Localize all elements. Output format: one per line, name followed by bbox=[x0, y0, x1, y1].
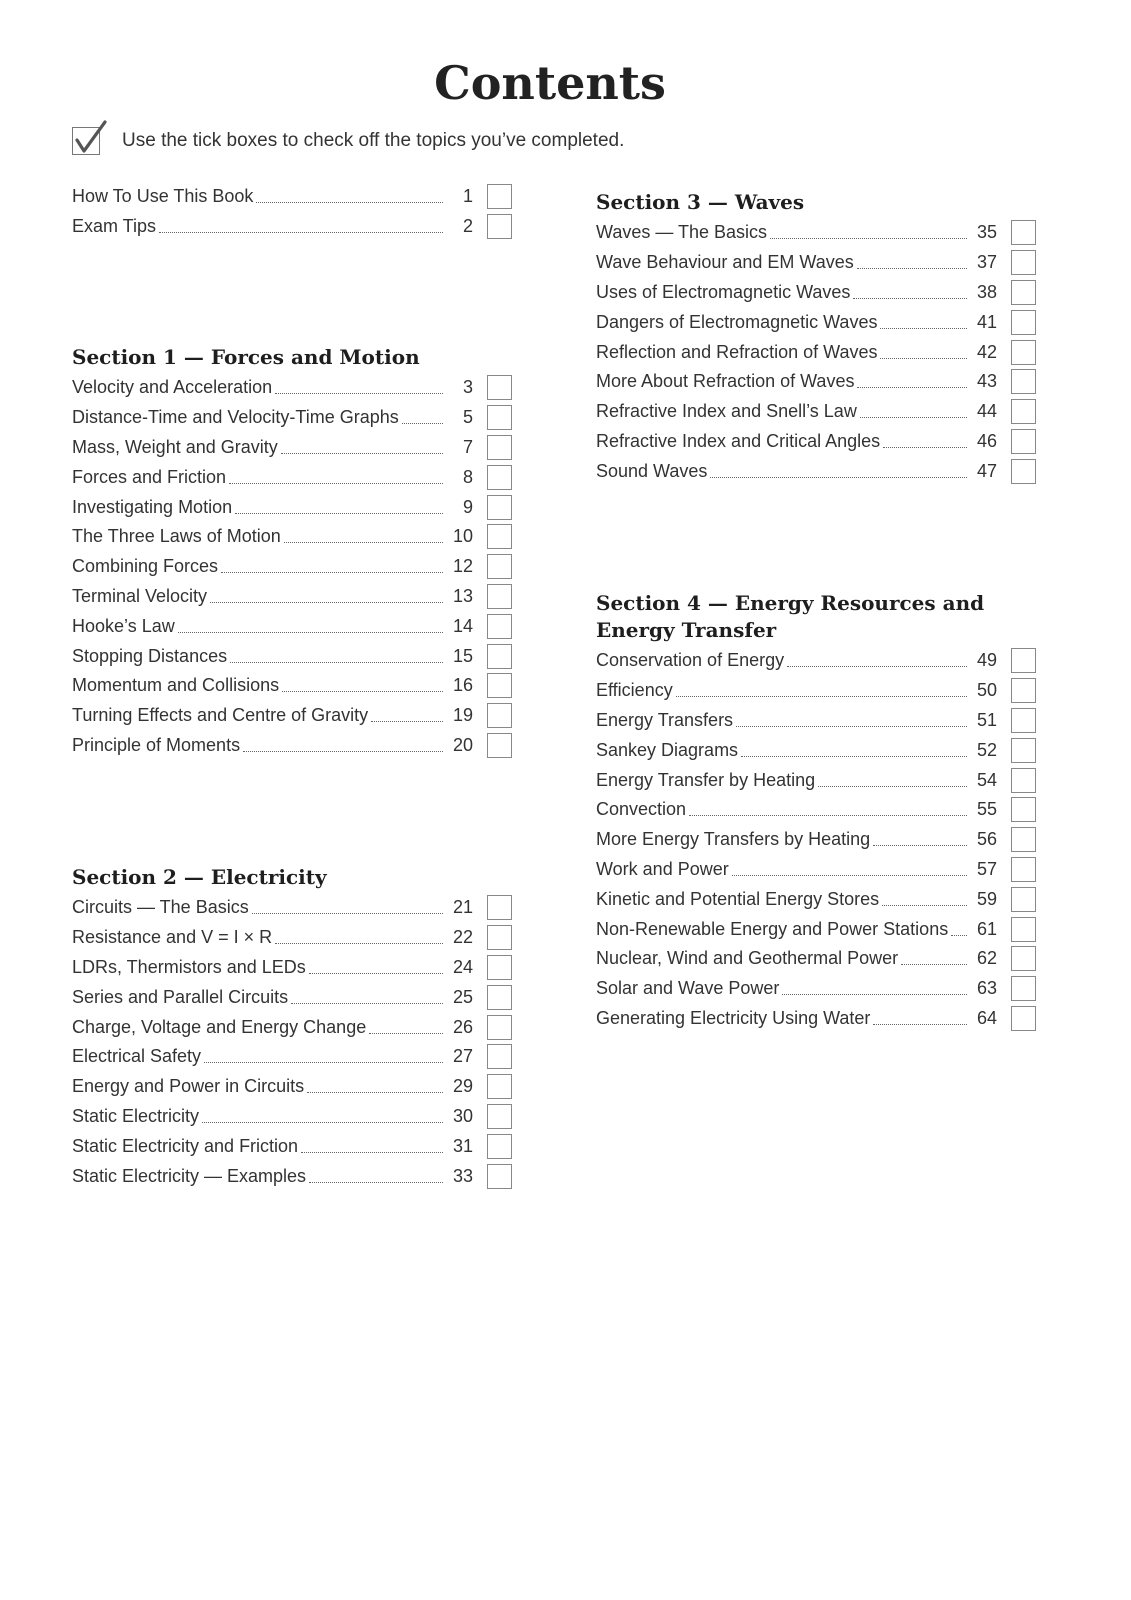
toc-row bbox=[72, 953, 512, 983]
toc-page: 19 bbox=[452, 705, 473, 726]
toc-row bbox=[596, 1004, 1036, 1034]
tick-box[interactable] bbox=[487, 465, 512, 490]
toc-page: 29 bbox=[452, 1076, 473, 1097]
toc-page: 7 bbox=[462, 436, 473, 457]
toc-page: 62 bbox=[976, 948, 997, 969]
leader-dots bbox=[204, 1062, 443, 1063]
section-1 bbox=[72, 344, 512, 760]
toc-label: Investigating Motion bbox=[72, 496, 233, 517]
toc-row bbox=[596, 706, 1036, 736]
leader-dots bbox=[230, 662, 443, 663]
toc-page: 10 bbox=[452, 526, 473, 547]
leader-dots bbox=[710, 477, 967, 478]
section-title: Section 3 — Waves bbox=[596, 190, 805, 214]
toc-page: 61 bbox=[976, 918, 997, 939]
toc-row bbox=[596, 825, 1036, 855]
leader-dots bbox=[880, 358, 967, 359]
section-title: Section 2 — Electricity bbox=[72, 865, 327, 889]
leader-dots bbox=[202, 1122, 443, 1123]
leader-dots bbox=[243, 751, 443, 752]
toc-row bbox=[596, 676, 1036, 706]
leader-dots bbox=[901, 964, 967, 965]
toc-page: 8 bbox=[462, 466, 473, 487]
tick-box[interactable] bbox=[1011, 399, 1036, 424]
toc-page: 64 bbox=[976, 1007, 997, 1028]
tick-box[interactable] bbox=[487, 184, 512, 209]
tick-box[interactable] bbox=[487, 495, 512, 520]
toc-page: 55 bbox=[976, 799, 997, 820]
leader-dots bbox=[159, 232, 443, 233]
leader-dots bbox=[857, 387, 967, 388]
leader-dots bbox=[371, 721, 443, 722]
tick-box[interactable] bbox=[1011, 738, 1036, 763]
tick-box[interactable] bbox=[1011, 1006, 1036, 1031]
toc-row bbox=[596, 735, 1036, 765]
toc-row bbox=[596, 367, 1036, 397]
tick-box[interactable] bbox=[487, 955, 512, 980]
toc-label: Turning Effects and Centre of Gravity bbox=[72, 705, 369, 726]
toc-row bbox=[72, 671, 512, 701]
toc-page: 2 bbox=[462, 216, 473, 237]
toc-row bbox=[596, 646, 1036, 676]
toc-row bbox=[596, 944, 1036, 974]
toc-row bbox=[596, 397, 1036, 427]
toc-page: 14 bbox=[452, 615, 473, 636]
toc-row bbox=[72, 1161, 512, 1191]
toc-label: Hooke’s Law bbox=[72, 615, 175, 636]
leader-dots bbox=[818, 786, 967, 787]
tick-box[interactable] bbox=[1011, 827, 1036, 852]
toc-row bbox=[596, 914, 1036, 944]
leader-dots bbox=[281, 453, 443, 454]
tick-box[interactable] bbox=[487, 375, 512, 400]
toc-label: Kinetic and Potential Energy Stores bbox=[596, 888, 880, 909]
tick-box[interactable] bbox=[1011, 678, 1036, 703]
section-4 bbox=[596, 590, 1036, 1033]
tick-box[interactable] bbox=[1011, 250, 1036, 275]
toc-row bbox=[72, 462, 512, 492]
tick-box[interactable] bbox=[487, 1134, 512, 1159]
leader-dots bbox=[873, 845, 967, 846]
toc-label: Convection bbox=[596, 799, 687, 820]
toc-row bbox=[72, 641, 512, 671]
toc-row bbox=[596, 884, 1036, 914]
tick-box[interactable] bbox=[1011, 768, 1036, 793]
toc-label: Static Electricity bbox=[72, 1105, 200, 1126]
toc-page: 44 bbox=[976, 401, 997, 422]
toc-page: 9 bbox=[462, 496, 473, 517]
tick-box[interactable] bbox=[487, 985, 512, 1010]
toc-label: Circuits — The Basics bbox=[72, 897, 249, 918]
tick-icon bbox=[72, 127, 100, 155]
toc-row bbox=[596, 218, 1036, 248]
toc-page: 30 bbox=[452, 1105, 473, 1126]
toc-label: Mass, Weight and Gravity bbox=[72, 436, 278, 457]
toc-row bbox=[72, 373, 512, 403]
leader-dots bbox=[883, 447, 967, 448]
tick-box[interactable] bbox=[487, 1164, 512, 1189]
tick-box[interactable] bbox=[1011, 220, 1036, 245]
section-title-line: Section 4 — Energy Resources and bbox=[596, 591, 985, 615]
toc-label: Energy Transfers bbox=[596, 709, 734, 730]
leader-dots bbox=[307, 1092, 443, 1093]
toc-label: Refractive Index and Snell’s Law bbox=[596, 401, 857, 422]
intro-list bbox=[72, 182, 512, 242]
toc-page: 26 bbox=[452, 1016, 473, 1037]
tick-box[interactable] bbox=[487, 435, 512, 460]
tick-box[interactable] bbox=[1011, 648, 1036, 673]
toc-label: LDRs, Thermistors and LEDs bbox=[72, 956, 306, 977]
toc-page: 50 bbox=[976, 680, 997, 701]
tick-box[interactable] bbox=[487, 733, 512, 758]
leader-dots bbox=[873, 1024, 967, 1025]
toc-row bbox=[72, 403, 512, 433]
toc-label: Generating Electricity Using Water bbox=[596, 1007, 871, 1028]
toc-row bbox=[596, 337, 1036, 367]
toc-label: Sankey Diagrams bbox=[596, 739, 739, 760]
leader-dots bbox=[951, 935, 967, 936]
toc-page: 20 bbox=[452, 734, 473, 755]
toc-page: 13 bbox=[452, 585, 473, 606]
leader-dots bbox=[857, 268, 967, 269]
tick-box[interactable] bbox=[1011, 310, 1036, 335]
toc-label: Non-Renewable Energy and Power Stations bbox=[596, 918, 949, 939]
toc-label: Velocity and Acceleration bbox=[72, 377, 273, 398]
toc-row bbox=[72, 1042, 512, 1072]
toc-label: Wave Behaviour and EM Waves bbox=[596, 252, 854, 273]
leader-dots bbox=[369, 1033, 443, 1034]
tick-box[interactable] bbox=[1011, 797, 1036, 822]
toc-label: Charge, Voltage and Energy Change bbox=[72, 1016, 367, 1037]
toc-row bbox=[72, 1012, 512, 1042]
toc-label: Reflection and Refraction of Waves bbox=[596, 341, 878, 362]
leader-dots bbox=[689, 815, 967, 816]
toc-row bbox=[72, 611, 512, 641]
toc-page: 43 bbox=[976, 371, 997, 392]
tick-box[interactable] bbox=[487, 405, 512, 430]
leader-dots bbox=[252, 913, 443, 914]
section-title-line: Energy Transfer bbox=[596, 618, 777, 642]
leader-dots bbox=[256, 202, 443, 203]
leader-dots bbox=[178, 632, 443, 633]
instruction-row bbox=[72, 124, 624, 158]
toc-label: How To Use This Book bbox=[72, 186, 254, 207]
toc-page: 51 bbox=[976, 709, 997, 730]
tick-box[interactable] bbox=[1011, 917, 1036, 942]
toc-label: Forces and Friction bbox=[72, 466, 227, 487]
leader-dots bbox=[882, 905, 967, 906]
toc-page: 46 bbox=[976, 430, 997, 451]
tick-box[interactable] bbox=[487, 614, 512, 639]
leader-dots bbox=[275, 943, 443, 944]
toc-row bbox=[596, 248, 1036, 278]
toc-label: Uses of Electromagnetic Waves bbox=[596, 281, 851, 302]
toc-label: Conservation of Energy bbox=[596, 650, 785, 671]
tick-box[interactable] bbox=[487, 895, 512, 920]
toc-page: 38 bbox=[976, 281, 997, 302]
toc-page: 15 bbox=[452, 645, 473, 666]
toc-row bbox=[72, 552, 512, 582]
toc-page: 24 bbox=[452, 956, 473, 977]
toc-page: 5 bbox=[462, 407, 473, 428]
toc-label: Static Electricity and Friction bbox=[72, 1135, 299, 1156]
toc-row bbox=[596, 795, 1036, 825]
toc-page: 25 bbox=[452, 986, 473, 1007]
toc-label: Nuclear, Wind and Geothermal Power bbox=[596, 948, 899, 969]
leader-dots bbox=[741, 756, 967, 757]
section-3 bbox=[596, 189, 1036, 486]
page-title: Contents bbox=[434, 56, 666, 110]
tick-box[interactable] bbox=[487, 1104, 512, 1129]
section-2 bbox=[72, 864, 512, 1191]
tick-box[interactable] bbox=[1011, 280, 1036, 305]
toc-row bbox=[72, 1072, 512, 1102]
toc-page: 1 bbox=[462, 186, 473, 207]
toc-page: 37 bbox=[976, 252, 997, 273]
toc-row bbox=[72, 522, 512, 552]
leader-dots bbox=[309, 973, 443, 974]
tick-box[interactable] bbox=[487, 673, 512, 698]
toc-label: Resistance and V = I × R bbox=[72, 927, 273, 948]
toc-row bbox=[72, 492, 512, 522]
toc-page: 27 bbox=[452, 1046, 473, 1067]
tick-box[interactable] bbox=[487, 554, 512, 579]
toc-page: 16 bbox=[452, 675, 473, 696]
toc-label: Exam Tips bbox=[72, 216, 157, 237]
toc-label: Electrical Safety bbox=[72, 1046, 202, 1067]
leader-dots bbox=[782, 994, 967, 995]
toc-row bbox=[72, 212, 512, 242]
toc-label: Combining Forces bbox=[72, 556, 219, 577]
toc-page: 41 bbox=[976, 311, 997, 332]
toc-page: 3 bbox=[462, 377, 473, 398]
leader-dots bbox=[676, 696, 967, 697]
tick-box[interactable] bbox=[487, 925, 512, 950]
tick-box[interactable] bbox=[487, 214, 512, 239]
toc-label: Work and Power bbox=[596, 858, 729, 879]
tick-box[interactable] bbox=[1011, 946, 1036, 971]
leader-dots bbox=[282, 691, 443, 692]
leader-dots bbox=[309, 1182, 443, 1183]
leader-dots bbox=[221, 572, 443, 573]
leader-dots bbox=[301, 1152, 443, 1153]
toc-label: Distance-Time and Velocity-Time Graphs bbox=[72, 407, 399, 428]
toc-label: Sound Waves bbox=[596, 460, 708, 481]
toc-page: 42 bbox=[976, 341, 997, 362]
toc-row bbox=[72, 433, 512, 463]
toc-page: 56 bbox=[976, 829, 997, 850]
toc-label: Energy Transfer by Heating bbox=[596, 769, 816, 790]
leader-dots bbox=[770, 238, 967, 239]
tick-box[interactable] bbox=[487, 1044, 512, 1069]
tick-box[interactable] bbox=[487, 1074, 512, 1099]
toc-row bbox=[596, 456, 1036, 486]
tick-box[interactable] bbox=[487, 644, 512, 669]
toc-label: Waves — The Basics bbox=[596, 222, 768, 243]
leader-dots bbox=[210, 602, 443, 603]
tick-box[interactable] bbox=[1011, 857, 1036, 882]
toc-page: 49 bbox=[976, 650, 997, 671]
tick-box[interactable] bbox=[1011, 887, 1036, 912]
leader-dots bbox=[880, 328, 967, 329]
leader-dots bbox=[853, 298, 967, 299]
leader-dots bbox=[787, 666, 967, 667]
toc-label: Efficiency bbox=[596, 680, 673, 701]
toc-row bbox=[596, 765, 1036, 795]
toc-row bbox=[596, 307, 1036, 337]
toc-label: Principle of Moments bbox=[72, 734, 241, 755]
toc-label: Terminal Velocity bbox=[72, 585, 208, 606]
toc-row bbox=[72, 182, 512, 212]
leader-dots bbox=[860, 417, 967, 418]
toc-row bbox=[72, 982, 512, 1012]
tick-box[interactable] bbox=[487, 703, 512, 728]
toc-page: 59 bbox=[976, 888, 997, 909]
leader-dots bbox=[235, 513, 443, 514]
toc-row bbox=[72, 582, 512, 612]
toc-row bbox=[596, 427, 1036, 457]
toc-page: 35 bbox=[976, 222, 997, 243]
toc-label: Dangers of Electromagnetic Waves bbox=[596, 311, 878, 332]
tick-box[interactable] bbox=[1011, 708, 1036, 733]
leader-dots bbox=[402, 423, 443, 424]
section-title bbox=[596, 590, 1036, 644]
toc-label: Momentum and Collisions bbox=[72, 675, 280, 696]
toc-page: 54 bbox=[976, 769, 997, 790]
toc-label: Series and Parallel Circuits bbox=[72, 986, 289, 1007]
toc-row bbox=[72, 893, 512, 923]
instruction-text: Use the tick boxes to check off the topics you’ve completed. bbox=[122, 130, 625, 151]
tick-box[interactable] bbox=[1011, 976, 1036, 1001]
toc-label: The Three Laws of Motion bbox=[72, 526, 281, 547]
toc-row bbox=[72, 1102, 512, 1132]
toc-page: 57 bbox=[976, 858, 997, 879]
toc-label: Solar and Wave Power bbox=[596, 978, 780, 999]
tick-box[interactable] bbox=[1011, 340, 1036, 365]
tick-box[interactable] bbox=[487, 524, 512, 549]
toc-row bbox=[72, 1131, 512, 1161]
toc-label: More About Refraction of Waves bbox=[596, 371, 855, 392]
tick-box[interactable] bbox=[1011, 429, 1036, 454]
section-title: Section 1 — Forces and Motion bbox=[72, 345, 420, 369]
tick-box[interactable] bbox=[487, 584, 512, 609]
toc-row bbox=[596, 278, 1036, 308]
toc-label: Energy and Power in Circuits bbox=[72, 1076, 305, 1097]
toc-row bbox=[72, 731, 512, 761]
leader-dots bbox=[229, 483, 443, 484]
tick-box[interactable] bbox=[1011, 459, 1036, 484]
toc-row bbox=[596, 855, 1036, 885]
toc-page: 52 bbox=[976, 739, 997, 760]
toc-label: Static Electricity — Examples bbox=[72, 1165, 307, 1186]
toc-page: 12 bbox=[452, 556, 473, 577]
toc-page: 33 bbox=[452, 1165, 473, 1186]
toc-page: 31 bbox=[452, 1135, 473, 1156]
leader-dots bbox=[275, 393, 443, 394]
toc-label: Stopping Distances bbox=[72, 645, 228, 666]
leader-dots bbox=[732, 875, 967, 876]
toc-page: 21 bbox=[452, 897, 473, 918]
leader-dots bbox=[291, 1003, 443, 1004]
tick-box[interactable] bbox=[487, 1015, 512, 1040]
toc-label: More Energy Transfers by Heating bbox=[596, 829, 871, 850]
toc-page: 47 bbox=[976, 460, 997, 481]
toc-page: 63 bbox=[976, 978, 997, 999]
leader-dots bbox=[284, 542, 443, 543]
tick-box[interactable] bbox=[1011, 369, 1036, 394]
leader-dots bbox=[736, 726, 967, 727]
toc-label: Refractive Index and Critical Angles bbox=[596, 430, 881, 451]
toc-page: 22 bbox=[452, 927, 473, 948]
toc-row bbox=[72, 923, 512, 953]
toc-row bbox=[72, 701, 512, 731]
toc-row bbox=[596, 974, 1036, 1004]
